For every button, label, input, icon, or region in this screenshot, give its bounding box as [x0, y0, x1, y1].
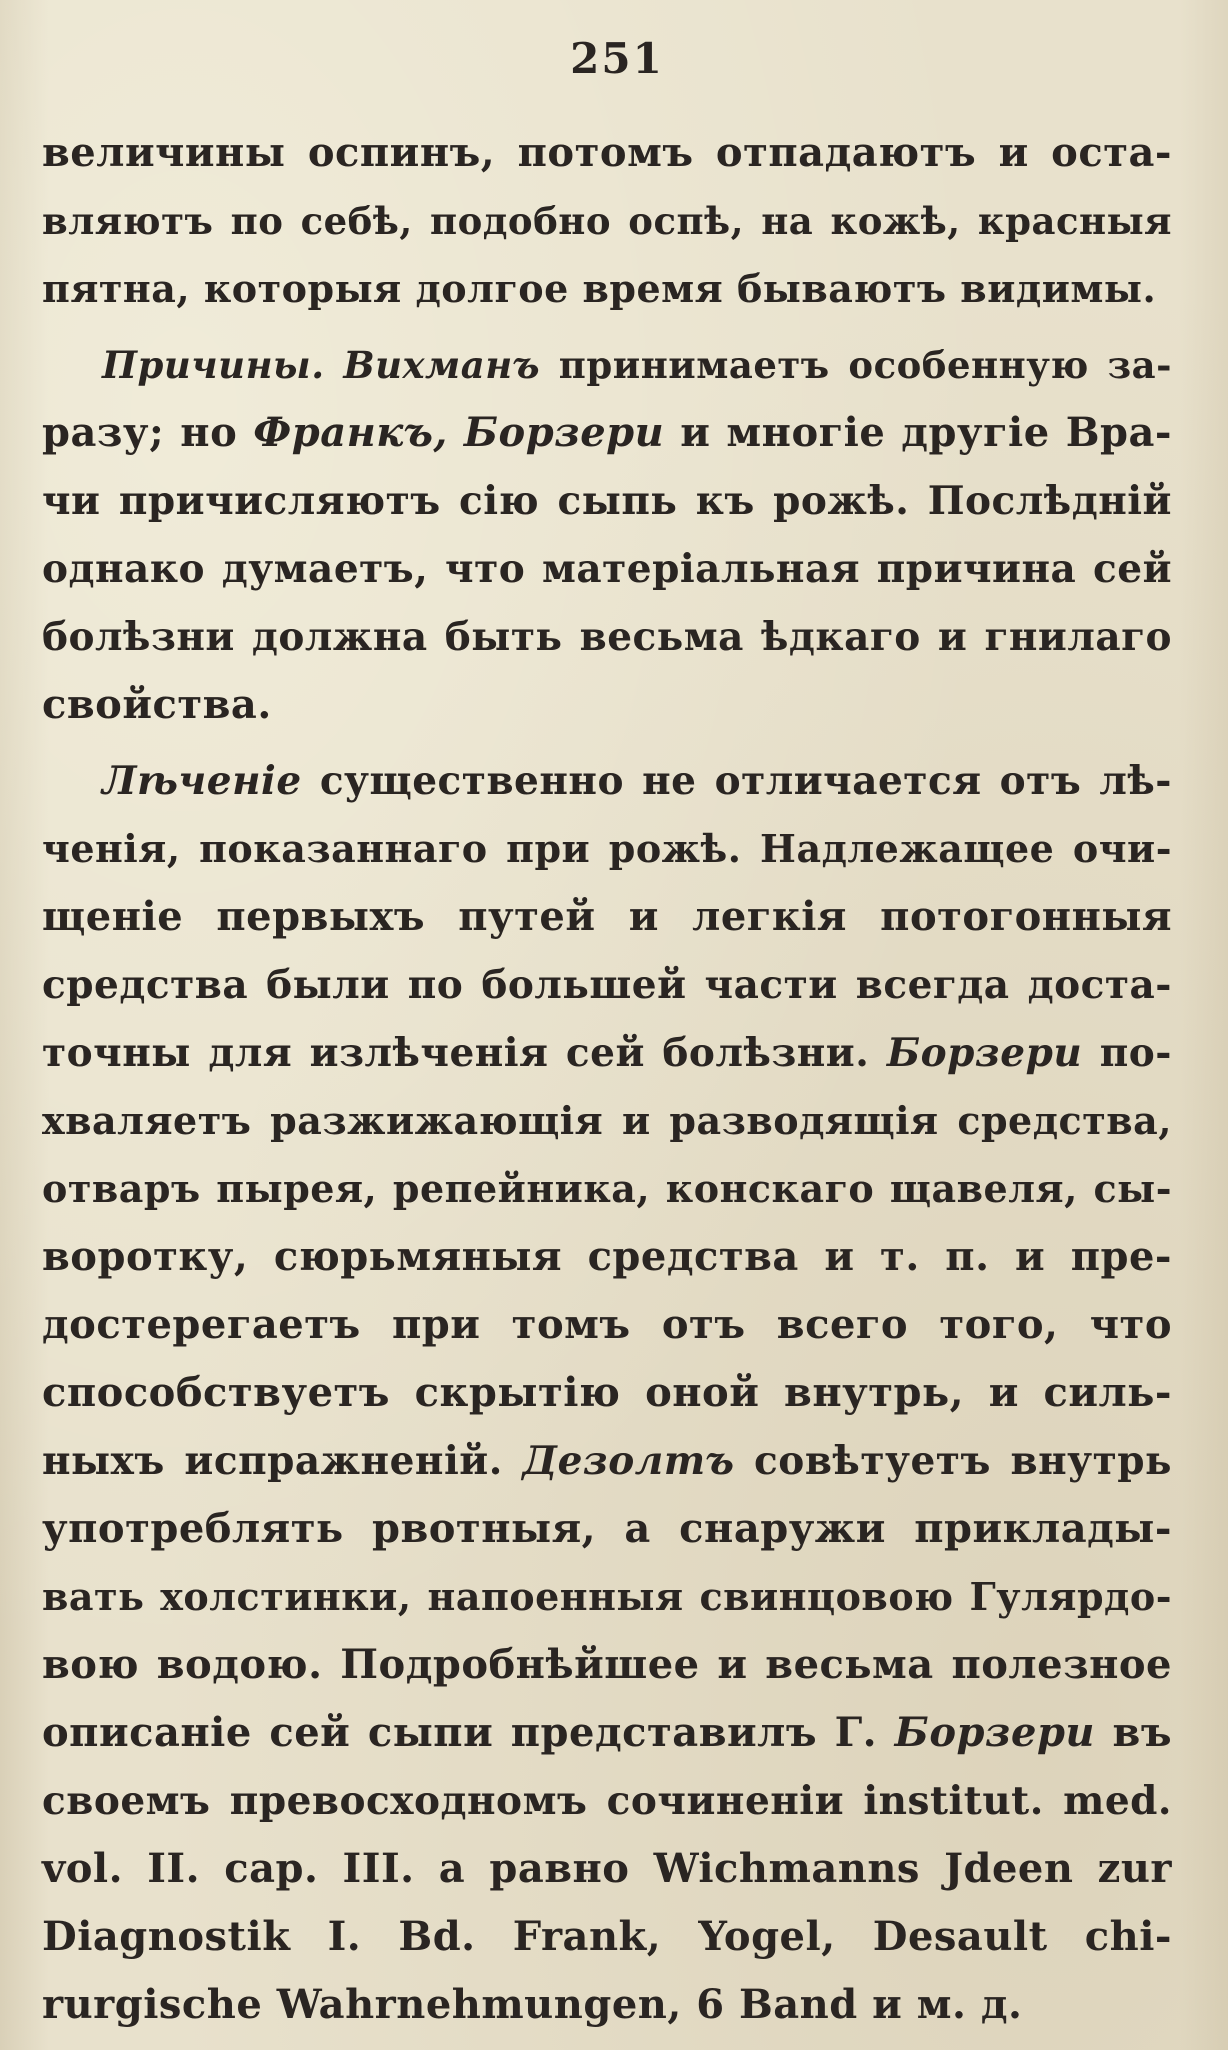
text-line: величины оспинъ, потомъ отпадаютъ и оста-	[42, 129, 1172, 176]
paragraph	[42, 331, 1172, 739]
text-line: отваръ пырея, репейника, конскаго щавеля, сы-	[42, 1166, 1172, 1211]
text-line	[42, 331, 1172, 399]
text-line: щеніе первыхъ путей и легкія потогонныя	[42, 893, 1172, 940]
text-line: пятна, которыя долгое время бываютъ видимы.	[42, 266, 1157, 311]
text-line: средства были по большей части всегда доста-	[42, 962, 1172, 1008]
text-segment: существенно не отличается отъ лѣ-	[301, 758, 1172, 804]
text-line: воротку, сюрьмяныя средства и т. п. и пре-	[42, 1233, 1172, 1280]
text-segment: и многіе другіе Вра-	[664, 409, 1173, 456]
text-line: достерегаетъ при томъ отъ всего того, что	[42, 1301, 1172, 1348]
italic-name: Причины. Вихманъ	[102, 343, 541, 387]
text-line: вою водою. Подробнѣйшее и весьма полезное	[42, 1641, 1172, 1688]
italic-name: Борзери	[894, 1709, 1095, 1756]
book-page	[42, 20, 1172, 2039]
text-segment: точны для излѣченія сей болѣзни.	[42, 1030, 887, 1076]
text-line	[42, 1427, 1172, 1495]
text-segment: разу; но	[42, 409, 254, 456]
text-segment: совѣтуетъ внутрь	[734, 1438, 1172, 1484]
text-line: rurgische Wahrnehmungen, 6 Band и м. д.	[42, 1981, 1023, 2028]
text-line: болѣзни должна быть весьма ѣдкаго и гнилаго	[42, 614, 1172, 660]
text-line	[42, 1699, 1172, 1767]
text-segment: ныхъ испражненій.	[42, 1438, 523, 1484]
text-line: способствуетъ скрытію оной внутрь, и силь-	[42, 1369, 1172, 1416]
text-line: хваляетъ разжижающія и разводящія средства,	[42, 1098, 1172, 1143]
text-line	[42, 399, 1172, 467]
italic-name: Франкъ, Борзери	[253, 409, 665, 456]
italic-name: Борзери	[886, 1030, 1083, 1076]
text-line: ченія, показаннаго при рожѣ. Надлежащее очи-	[42, 826, 1172, 871]
paragraph	[42, 119, 1172, 323]
italic-name: Дезолтъ	[522, 1438, 735, 1484]
page-text	[42, 119, 1172, 2039]
paragraph	[42, 747, 1172, 2039]
text-line: свойства.	[42, 681, 272, 728]
text-segment: описаніе сей сыпи представилъ Г.	[42, 1709, 895, 1756]
text-line: Diagnostik I. Bd. Frank, Yogel, Desault chi-	[42, 1913, 1172, 1960]
page-number: 251	[570, 34, 664, 83]
text-line: чи причисляютъ сію сыпь къ рожѣ. Послѣдній	[42, 478, 1172, 524]
text-line: вляютъ по себѣ, подобно оспѣ, на кожѣ, красныя	[42, 199, 1172, 243]
text-line: употреблять рвотныя, а снаружи приклады-	[42, 1505, 1172, 1552]
text-segment: принимаетъ особенную за-	[540, 343, 1172, 387]
text-line: vol. II. cap. III. а равно Wichmanns Jdeen zur	[42, 1845, 1172, 1892]
text-line	[42, 1019, 1172, 1087]
italic-name: Лѣченіе	[102, 758, 302, 804]
text-line: своемъ превосходномъ сочиненіи institut. med.	[42, 1778, 1172, 1824]
text-line	[42, 747, 1172, 815]
text-segment: въ	[1095, 1709, 1173, 1756]
text-line: вать холстинки, напоенныя свинцовою Гулярдо-	[42, 1574, 1172, 1619]
text-line: однако думаетъ, что матеріальная причина сей	[42, 546, 1172, 592]
text-segment: по-	[1082, 1030, 1172, 1076]
